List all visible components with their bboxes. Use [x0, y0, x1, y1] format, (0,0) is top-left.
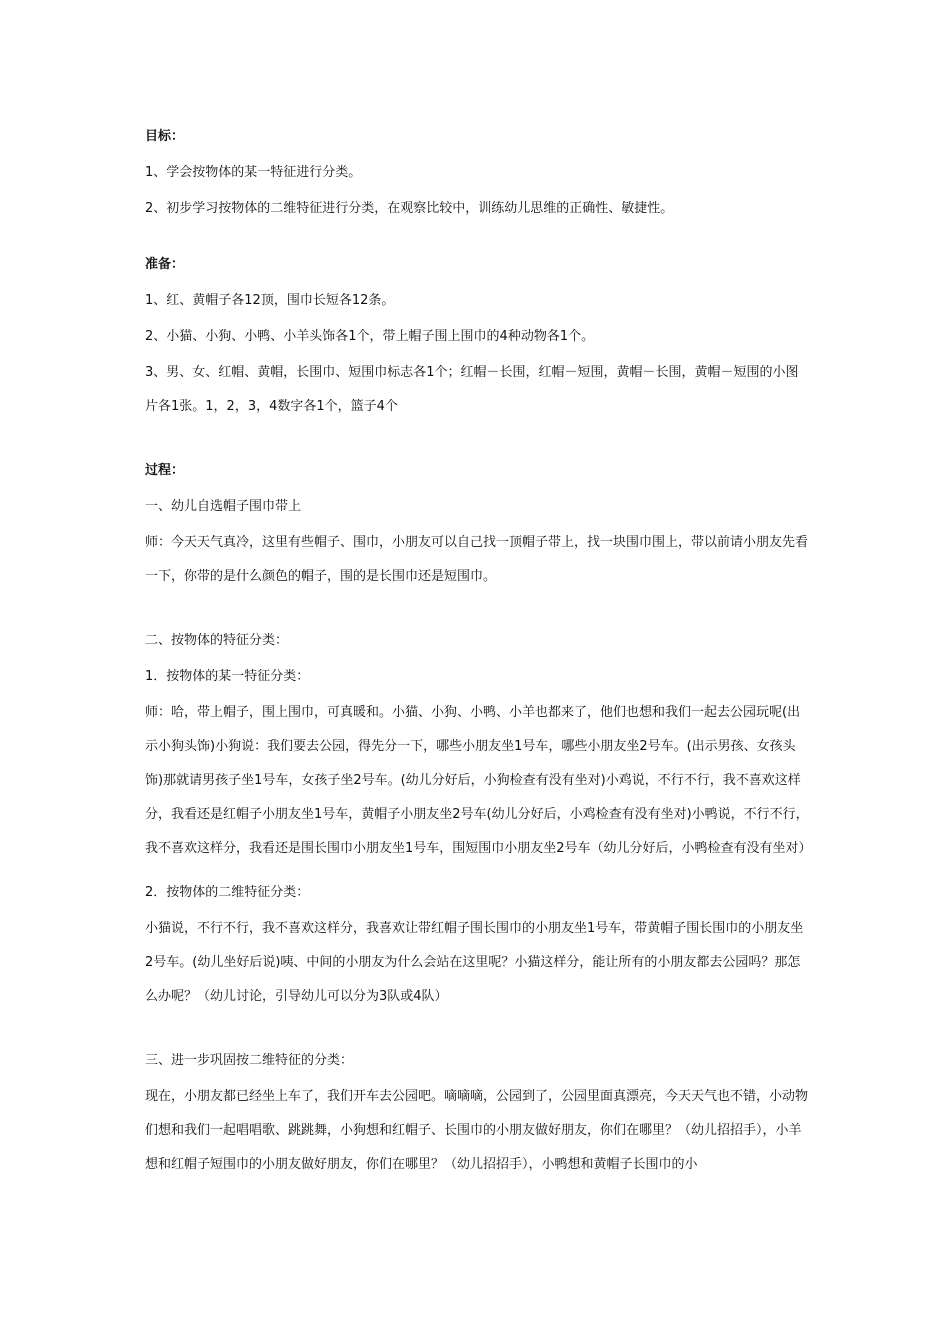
goal-item-2: 2、初步学习按物体的二维特征进行分类，在观察比较中，训练幼儿思维的正确性、敏捷性。 [145, 201, 674, 216]
step2-2-title: 2．按物体的二维特征分类： [145, 885, 310, 900]
step2-title: 二、按物体的特征分类： [145, 633, 289, 648]
prep-heading: 准备： [145, 257, 185, 272]
step1-text: 师：今天天气真冷，这里有些帽子、围巾，小朋友可以自己找一顶帽子带上，找一块围巾围上，带以前请小朋友先看一下，你带的是什么颜色的帽子，围的是长围巾还是短围巾。 [145, 535, 809, 584]
document-body [145, 128, 810, 1200]
prep-item-3: 3、男、女、红帽、黄帽，长围巾、短围巾标志各1个；红帽－长围，红帽－短围，黄帽－长围，黄帽－短围的小图片各1张。1，2，3，4数字各1个，篮子4个 [145, 365, 799, 414]
step3-title: 三、进一步巩固按二维特征的分类： [145, 1053, 354, 1068]
step2-1-text: 师：哈，带上帽子，围上围巾，可真暖和。小猫、小狗、小鸭、小羊也都来了，他们也想和我们一起去公园玩呢(出示小狗头饰)小狗说：我们要去公园，得先分一下，哪些小朋友坐1号车，哪些小朋友坐2号车。(出示男孩、女孩头饰)那就请男孩子坐1号车，女孩子坐2号车。(幼儿分好后，小狗检查有没有坐对)小鸡说，不行不行，我不喜欢这样分，我看还是红帽子小朋友坐1号车，黄帽子小朋友坐2号车(幼儿分好后，小鸡检查有没有坐对)小鸭说，不行不行，我不喜欢这样分，我看还是围长围巾小朋友坐1号车，围短围巾小朋友坐2号车（幼儿分好后，小鸭检查有没有坐对） [145, 705, 812, 856]
step3-text: 现在，小朋友都已经坐上车了，我们开车去公园吧。嘀嘀嘀，公园到了，公园里面真漂亮，今天天气也不错，小动物们想和我们一起唱唱歌、跳跳舞，小狗想和红帽子、长围巾的小朋友做好朋友，你们在哪里？（幼儿招招手），小羊想和红帽子短围巾的小朋友做好朋友，你们在哪里？（幼儿招招手），小鸭想和黄帽子长围巾的小 [145, 1089, 809, 1172]
step2-2-text: 小猫说，不行不行，我不喜欢这样分，我喜欢让带红帽子围长围巾的小朋友坐1号车，带黄帽子围长围巾的小朋友坐2号车。(幼儿坐好后说)咦、中间的小朋友为什么会站在这里呢？小猫这样分，能让所有的小朋友都去公园吗？那怎么办呢？（幼儿讨论，引导幼儿可以分为3队或4队） [145, 921, 804, 1004]
goal-item-1: 1、学会按物体的某一特征进行分类。 [145, 165, 362, 180]
step2-1-title: 1．按物体的某一特征分类： [145, 669, 310, 684]
step1-title: 一、幼儿自选帽子围巾带上 [145, 499, 302, 514]
prep-item-1: 1、红、黄帽子各12顶，围巾长短各12条。 [145, 293, 395, 308]
goal-heading: 目标： [145, 129, 185, 144]
process-heading: 过程： [145, 463, 185, 478]
prep-item-2: 2、小猫、小狗、小鸭、小羊头饰各1个，带上帽子围上围巾的4种动物各1个。 [145, 329, 595, 344]
